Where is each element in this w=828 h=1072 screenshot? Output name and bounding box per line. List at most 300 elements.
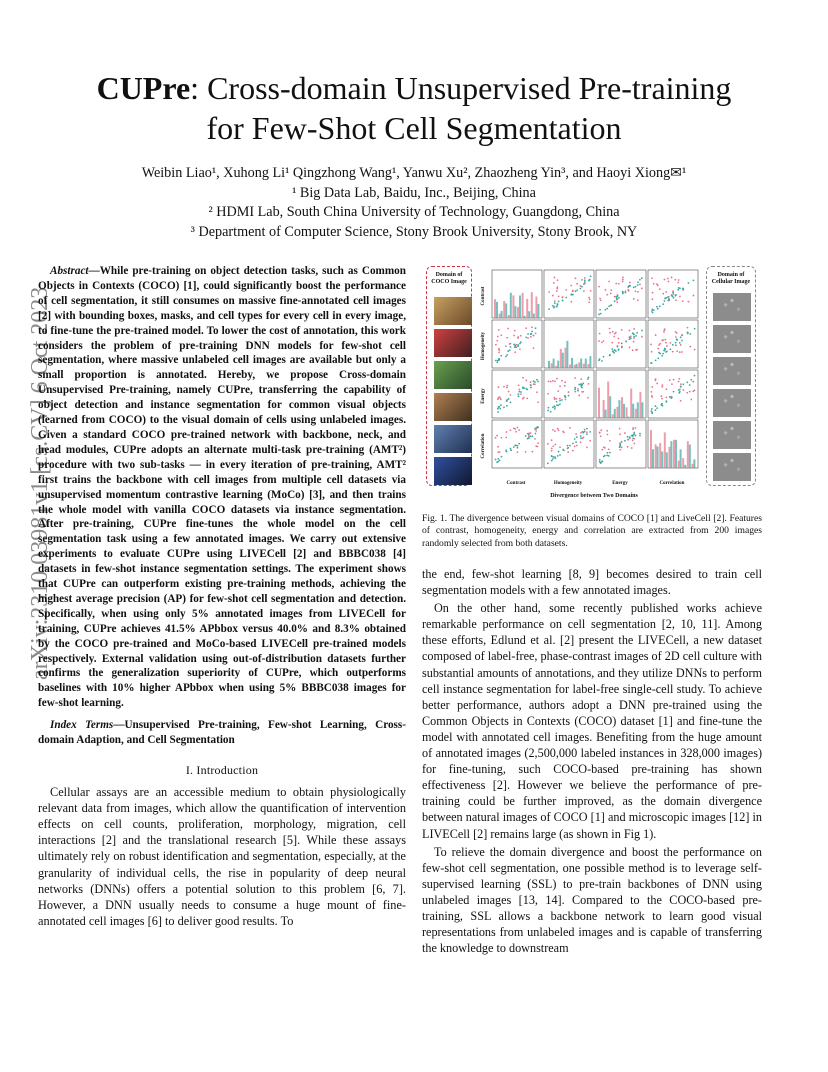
scatter-point	[689, 384, 691, 386]
histogram-bar	[512, 295, 514, 318]
scatter-point	[506, 431, 508, 433]
scatter-point	[664, 339, 666, 341]
scatter-point	[656, 383, 658, 385]
scatter-point	[656, 306, 658, 308]
scatter-point	[572, 443, 574, 445]
scatter-point	[568, 395, 570, 397]
row-label-correlation: Correlation	[481, 433, 486, 459]
scatter-point	[501, 437, 503, 439]
scatter-point	[686, 381, 688, 383]
scatter-point	[554, 457, 556, 459]
scatter-point	[574, 387, 576, 389]
scatter-point	[619, 443, 621, 445]
scatter-point	[580, 435, 582, 437]
scatter-point	[651, 412, 653, 414]
paper-title	[60, 68, 768, 148]
scatter-point	[629, 346, 631, 348]
scatter-point	[625, 341, 627, 343]
scatter-point	[689, 391, 691, 393]
histogram-bar	[691, 464, 693, 468]
histogram-bar	[519, 295, 521, 318]
scatter-point	[552, 305, 554, 307]
scatter-point	[517, 427, 519, 429]
scatter-point	[619, 428, 621, 430]
scatter-point	[607, 452, 609, 454]
scatter-point	[652, 308, 654, 310]
scatter-point	[609, 452, 611, 454]
histogram-bar	[562, 353, 564, 368]
histogram-bar	[583, 364, 585, 368]
scatter-point	[499, 408, 501, 410]
scatter-point	[498, 359, 500, 361]
scatter-point	[633, 433, 635, 435]
scatter-point	[499, 460, 501, 462]
scatter-point	[530, 436, 532, 438]
scatter-point	[588, 280, 590, 282]
scatter-point	[631, 447, 633, 449]
scatter-point	[575, 433, 577, 435]
scatter-point	[533, 335, 535, 337]
scatter-point	[517, 447, 519, 449]
histogram-bar	[585, 359, 587, 368]
scatter-point	[661, 398, 663, 400]
scatter-point	[530, 333, 532, 335]
scatter-point	[510, 429, 512, 431]
right-paragraph-2: On the other hand, some recently published works achieve remarkable performance on cell segmentation [2, 10, 11]. Among these efforts, Edlund et al. [2] present the LIVECell, a new dataset composed of label-free, phase-contrast images of 2D cell culture with substantial amounts of annotations, and they utilize DNNs to perform cell instance segmentation for label-free single-cell study. To achieve better performance, authors adopt a DNN pre-trained using the Common Objects in Contexts (COCO) dataset [1] and fine-tune the model with annotated cell images. Benefiting from the huge amount of annotated images (2,500,000 labeled instances in 328,000 images) for fine-tuning, such COCO-based pre-training has shown effectiveness [2]. However we believe the performance of pre-training could be further improved, as the domain divergence between natural images of COCO [1] and microscopic images [12] in LIVECell [2] remains large (as shown in Fig 1).	[422, 601, 762, 841]
scatter-point	[575, 277, 577, 279]
scatter-point	[690, 399, 692, 401]
scatter-point	[627, 439, 629, 441]
cell-thumbnail	[713, 293, 751, 321]
scatter-point	[554, 406, 556, 408]
affiliation-2: ² HDMI Lab, South China University of Technology, Guangdong, China	[208, 204, 620, 220]
scatter-point	[662, 353, 664, 355]
scatter-point	[655, 334, 657, 336]
scatter-point	[582, 383, 584, 385]
scatter-point	[632, 437, 634, 439]
scatter-point	[676, 339, 678, 341]
scatter-point	[564, 385, 566, 387]
scatter-point	[639, 283, 641, 285]
scatter-point	[557, 279, 559, 281]
scatter-point	[518, 384, 520, 386]
scatter-point	[637, 299, 639, 301]
scatter-point	[574, 377, 576, 379]
matrix-cell	[596, 270, 646, 318]
scatter-point	[665, 291, 667, 293]
abstract-lead: Abstract	[50, 265, 89, 277]
abstract-text: —While pre-training on object detection tasks, such as Common Objects in Contexts (COCO) [1], could significantly boost the performance of cell segmentation, it still consumes on massive fine-annotated cell images [2] with bounding boxes, masks, and cell types for every cell in every image, to fine-tune the pre-trained model. To lower the cost of annotation, this work considers the problem of pre-training DNN models for few-shot cell segmentation, where massive unlabeled cell images are available but only a small proportion is annotated. Hereby, we propose Cross-domain Unsupervised Pre-training, namely CUPre, transferring the capability of object detection and instance segmentation for common visual objects (learned from COCO) to the visual domain of cells using unlabeled images. Given a standard COCO pre-trained network with backbone, neck, and head modules, CUPre adopts an alternate multi-task pre-training (AMT²) procedure with two sub-tasks — in every iteration of pre-training, AMT² first trains the backbone with cell images from multiple cell datasets via unsupervised momentum contrastive learning (MoCo) [3], and then trains the whole model with vanilla COCO datasets via instance segmentation. After pre-training, CUPre fine-tunes the whole model on the cell segmentation task using a few annotated images. We carry out extensive experiments to evaluate CUPre using LIVECell [2] and BBBC038 [4] datasets in few-shot instance segmentation settings. The experiment shows that CUPre can outperform existing pre-training methods, achieving the highest average precision (AP) for few-shot cell segmentation and detection. Specifically, when using only 5% annotated images from LIVECell for training, CUPre achieves 41.5% APbbox versus 40.0% and 8.3% obtained by the COCO pre-trained and MoCo-based LIVECell pre-trained models respectively. External validation using out-of-distribution datasets further confirms the generalization superiority of CUPre, which outperforms baselines with 10% higher APbbox when using 5% BBBC038 images for few-shot learning.	[38, 265, 406, 710]
scatter-point	[495, 437, 497, 439]
scatter-point	[556, 378, 558, 380]
scatter-point	[535, 333, 537, 335]
scatter-point	[574, 446, 576, 448]
scatter-point	[610, 289, 612, 291]
scatter-point	[556, 401, 558, 403]
scatter-point	[497, 458, 499, 460]
scatter-point	[520, 341, 522, 343]
scatter-point	[508, 398, 510, 400]
scatter-point	[650, 344, 652, 346]
scatter-point	[673, 391, 675, 393]
index-terms	[38, 718, 406, 748]
scatter-point	[572, 450, 574, 452]
scatter-point	[509, 349, 511, 351]
cell-thumbnail	[713, 357, 751, 385]
scatter-point	[583, 290, 585, 292]
scatter-point	[500, 334, 502, 336]
scatter-point	[669, 342, 671, 344]
scatter-point	[567, 445, 569, 447]
histogram-bar	[623, 404, 625, 418]
scatter-point	[666, 350, 668, 352]
scatter-point	[618, 297, 620, 299]
scatter-point	[562, 296, 564, 298]
scatter-point	[583, 436, 585, 438]
scatter-point	[520, 335, 522, 337]
scatter-point	[559, 398, 561, 400]
scatter-point	[535, 427, 537, 429]
scatter-point	[669, 348, 671, 350]
scatter-point	[517, 445, 519, 447]
scatter-point	[616, 301, 618, 303]
scatter-point	[523, 397, 525, 399]
scatter-point	[670, 397, 672, 399]
scatter-point	[513, 335, 515, 337]
scatter-point	[605, 309, 607, 311]
cell-thumbnail	[713, 325, 751, 353]
histogram-bar	[666, 452, 668, 468]
right-paragraph-1: the end, few-shot learning [8, 9] becomes desired to train cell segmentation models with a few annotated images.	[422, 567, 762, 598]
scatter-point	[505, 345, 507, 347]
scatter-point	[506, 385, 508, 387]
scatter-point	[694, 349, 696, 351]
histogram-bar	[675, 440, 677, 468]
histogram-bar	[641, 402, 643, 418]
scatter-point	[580, 437, 582, 439]
scatter-point	[559, 446, 561, 448]
scatter-point	[613, 352, 615, 354]
scatter-point	[510, 394, 512, 396]
scatter-point	[604, 455, 606, 457]
scatter-point	[600, 429, 602, 431]
histogram-bar	[508, 315, 510, 318]
scatter-point	[681, 334, 683, 336]
scatter-point	[664, 348, 666, 350]
scatter-point	[637, 281, 639, 283]
scatter-point	[518, 391, 520, 393]
scatter-point	[677, 282, 679, 284]
cell-thumbnail	[713, 389, 751, 417]
scatter-point	[558, 429, 560, 431]
scatter-point	[632, 332, 634, 334]
scatter-point	[657, 308, 659, 310]
scatter-point	[662, 339, 664, 341]
scatter-point	[565, 289, 567, 291]
scatter-point	[518, 429, 520, 431]
histogram-bar	[670, 441, 672, 468]
scatter-point	[630, 337, 632, 339]
scatter-point	[655, 359, 657, 361]
scatter-point	[562, 300, 564, 302]
right-paragraph-3: To relieve the domain divergence and boost the performance on few-shot cell segmentation, one possible method is to leverage self-supervised learning (SSL) to pre-train backbones of DNN using unlabeled images [13, 14]. Compared to the COCO-based pre-training, SSL allows a backbone network to learn good visual representations from unlabeled images and is capable of transferring the knowledge to downstream	[422, 844, 762, 956]
scatter-point	[651, 277, 653, 279]
scatter-point	[515, 431, 517, 433]
scatter-point	[577, 390, 579, 392]
scatter-point	[561, 399, 563, 401]
left-column	[38, 264, 406, 929]
scatter-point	[590, 275, 592, 277]
scatter-point	[635, 435, 637, 437]
scatter-point	[693, 279, 695, 281]
scatter-point	[517, 451, 519, 453]
scatter-point	[664, 279, 666, 281]
scatter-point	[547, 410, 549, 412]
histogram-bar	[531, 292, 533, 318]
scatter-point	[551, 448, 553, 450]
scatter-point	[661, 405, 663, 407]
scatter-point	[667, 281, 669, 283]
scatter-point	[629, 285, 631, 287]
matrix-cell	[492, 320, 542, 368]
scatter-point	[637, 284, 639, 286]
scatter-point	[556, 286, 558, 288]
scatter-point	[599, 309, 601, 311]
scatter-point	[664, 298, 666, 300]
scatter-point	[548, 291, 550, 293]
scatter-point	[505, 437, 507, 439]
scatter-point	[663, 331, 665, 333]
scatter-point	[606, 308, 608, 310]
scatter-point	[586, 431, 588, 433]
matrix-cell	[544, 370, 594, 418]
histogram-bar	[693, 459, 695, 468]
col-label-correlation: Correlation	[659, 481, 685, 486]
scatter-point	[507, 350, 509, 352]
coco-thumbnail	[434, 361, 472, 389]
scatter-point	[614, 296, 616, 298]
scatter-point	[612, 350, 614, 352]
scatter-point	[580, 378, 582, 380]
scatter-point	[520, 393, 522, 395]
scatter-point	[689, 333, 691, 335]
coco-thumbnail	[434, 457, 472, 485]
histogram-bar	[655, 444, 657, 468]
scatter-point	[497, 360, 499, 362]
scatter-point	[530, 381, 532, 383]
scatter-point	[496, 340, 498, 342]
scatter-point	[627, 446, 629, 448]
scatter-point	[574, 388, 576, 390]
histogram-bar	[564, 348, 566, 368]
scatter-point	[677, 289, 679, 291]
scatter-point	[530, 336, 532, 338]
scatter-point	[557, 390, 559, 392]
scatter-point	[661, 355, 663, 357]
scatter-point	[603, 356, 605, 358]
scatter-point	[669, 379, 671, 381]
histogram-bar	[614, 409, 616, 418]
scatter-point	[653, 283, 655, 285]
scatter-point	[632, 428, 634, 430]
scatter-point	[547, 393, 549, 395]
scatter-point	[569, 427, 571, 429]
scatter-point	[617, 298, 619, 300]
scatter-point	[663, 349, 665, 351]
scatter-point	[537, 427, 539, 429]
scatter-point	[660, 395, 662, 397]
scatter-point	[586, 428, 588, 430]
scatter-point	[680, 385, 682, 387]
scatter-point	[659, 353, 661, 355]
scatter-point	[665, 388, 667, 390]
scatter-point	[589, 298, 591, 300]
scatter-point	[506, 337, 508, 339]
scatter-point	[517, 345, 519, 347]
scatter-point	[659, 343, 661, 345]
scatter-point	[656, 283, 658, 285]
scatter-point	[569, 445, 571, 447]
histogram-bar	[553, 359, 555, 368]
scatter-point	[551, 455, 553, 457]
histogram-bar	[522, 293, 524, 318]
scatter-point	[682, 300, 684, 302]
scatter-point	[610, 292, 612, 294]
scatter-point	[662, 303, 664, 305]
scatter-point	[535, 433, 537, 435]
cell-panel-label: Domain of Cellular Image	[711, 272, 751, 285]
histogram-bar	[576, 364, 578, 368]
histogram-bar	[571, 358, 573, 368]
scatter-point	[608, 449, 610, 451]
histogram-bar	[555, 366, 557, 368]
scatter-point	[556, 304, 558, 306]
scatter-point	[537, 381, 539, 383]
scatter-point	[621, 343, 623, 345]
scatter-point	[495, 360, 497, 362]
scatter-point	[551, 450, 553, 452]
right-column	[422, 566, 762, 958]
scatter-point	[675, 299, 677, 301]
scatter-point	[556, 306, 558, 308]
scatter-point	[601, 341, 603, 343]
scatter-point	[565, 297, 567, 299]
scatter-point	[599, 358, 601, 360]
scatter-point	[576, 289, 578, 291]
scatter-point	[652, 292, 654, 294]
scatter-point	[600, 462, 602, 464]
scatter-point	[666, 397, 668, 399]
scatter-point	[589, 431, 591, 433]
scatter-point	[601, 449, 603, 451]
scatter-point	[661, 386, 663, 388]
scatter-point	[498, 406, 500, 408]
scatter-point	[534, 438, 536, 440]
scatter-point	[622, 277, 624, 279]
scatter-point	[498, 349, 500, 351]
scatter-point	[526, 389, 528, 391]
scatter-point	[496, 361, 498, 363]
scatter-point	[515, 346, 517, 348]
scatter-point	[629, 282, 631, 284]
histogram-bar	[517, 307, 519, 318]
scatter-point	[536, 379, 538, 381]
scatter-point	[505, 355, 507, 357]
scatter-point	[652, 298, 654, 300]
scatter-point	[618, 342, 620, 344]
scatter-point	[637, 291, 639, 293]
scatter-point	[500, 404, 502, 406]
scatter-point	[564, 381, 566, 383]
histogram-bar	[505, 303, 507, 318]
scatter-point	[506, 451, 508, 453]
cell-thumbnail	[713, 421, 751, 449]
scatter-point	[575, 290, 577, 292]
scatter-point	[547, 463, 549, 465]
histogram-bar	[605, 410, 607, 418]
scatter-point	[688, 282, 690, 284]
histogram-bar	[557, 361, 559, 368]
scatter-point	[615, 332, 617, 334]
index-terms-text: —Unsupervised Pre-training, Few-shot Learning, Cross-domain Adaption, and Cell Segmentation	[38, 719, 406, 747]
histogram-bar	[673, 440, 675, 468]
scatter-point	[496, 461, 498, 463]
scatter-point	[611, 342, 613, 344]
scatter-point	[600, 299, 602, 301]
histogram-bar	[560, 349, 562, 368]
scatter-point	[679, 296, 681, 298]
coco-thumbnail	[434, 329, 472, 357]
scatter-point	[633, 334, 635, 336]
scatter-point	[584, 281, 586, 283]
scatter-point	[552, 445, 554, 447]
scatter-point	[608, 455, 610, 457]
scatter-point	[651, 386, 653, 388]
scatter-point	[554, 408, 556, 410]
scatter-point	[517, 337, 519, 339]
scatter-point	[531, 330, 533, 332]
scatter-point	[619, 445, 621, 447]
histogram-bar	[612, 414, 614, 418]
title-rest: : Cross-domain Unsupervised Pre-training	[190, 70, 732, 106]
scatter-point	[673, 293, 675, 295]
histogram-bar	[650, 430, 652, 468]
histogram-bar	[524, 316, 526, 318]
scatter-point	[533, 347, 535, 349]
scatter-point	[498, 351, 500, 353]
scatter-point	[619, 433, 621, 435]
histogram-bar	[600, 417, 602, 418]
scatter-point	[641, 277, 643, 279]
histogram-bar	[618, 400, 620, 418]
scatter-point	[530, 432, 532, 434]
scatter-point	[588, 301, 590, 303]
scatter-point	[580, 385, 582, 387]
scatter-point	[518, 396, 520, 398]
scatter-point	[552, 406, 554, 408]
scatter-point	[618, 283, 620, 285]
row-label-energy: Energy	[481, 388, 486, 404]
histogram-bar	[548, 361, 550, 368]
scatter-point	[556, 290, 558, 292]
scatter-point	[625, 292, 627, 294]
scatter-point	[609, 355, 611, 357]
scatter-point	[681, 351, 683, 353]
figure-caption: Fig. 1. The divergence between visual domains of COCO [1] and LiveCell [2]. Features of contrast, homogeneity, energy and correlation are extracted from 200 images randomly selected from both datasets.	[422, 513, 762, 549]
scatter-point	[495, 459, 497, 461]
histogram-bar	[684, 465, 686, 468]
histogram-bar	[621, 397, 623, 418]
